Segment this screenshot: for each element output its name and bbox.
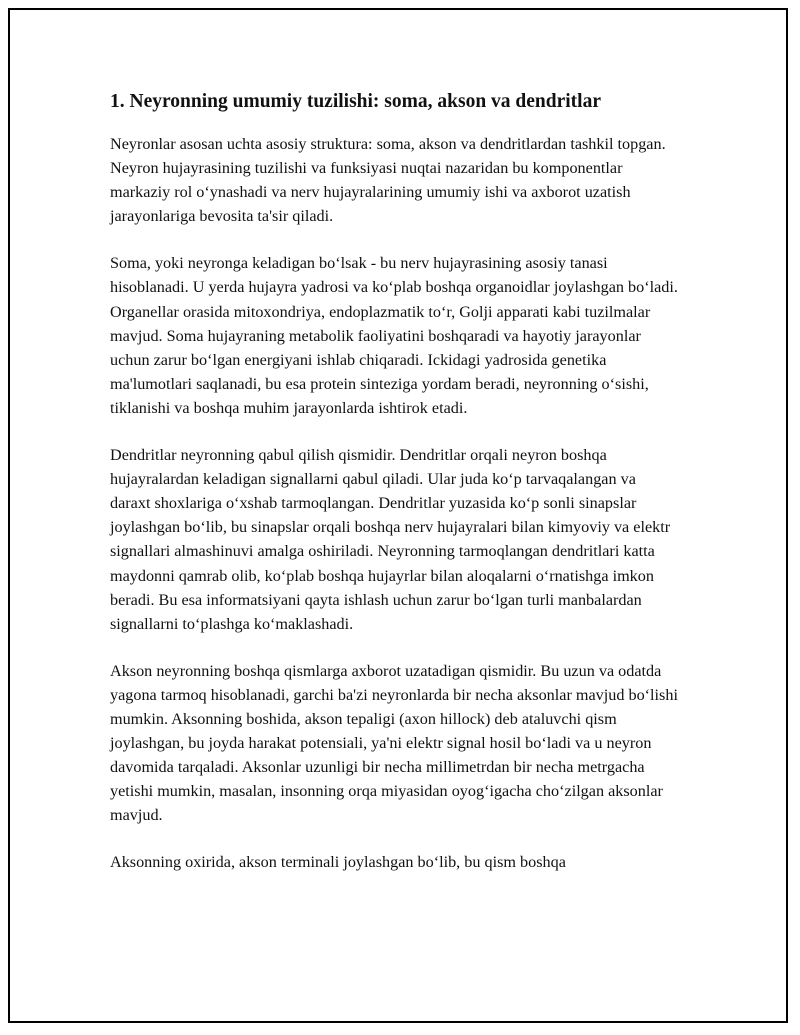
document-body (110, 88, 680, 898)
paragraph-axon-terminal: Aksonning oxirida, akson terminali joylashgan boʻlib, bu qism boshqa (110, 853, 566, 872)
paragraph-soma: Soma, yoki neyronga keladigan boʻlsak - bu nerv hujayrasining asosiy tanasi hisoblanadi. U yerda hujayra yadrosi va koʻplab boshqa organoidlar joylashgan boʻladi. Organellar orasida mitoxondriya, endoplazmatik toʻr, Golji apparati kabi tuzilmalar mavjud. Soma hujayraning metabolik faoliyatini boshqaradi va hayotiy jarayonlar uchun zarur boʻlgan energiyani ishlab chiqaradi. Ickidagi yadrosida genetika ma'lumotlari saqlanadi, bu esa protein sinteziga yordam beradi, neyronning oʻsishi, tiklanishi va boshqa muhim jarayonlarda ishtirok etadi. (110, 254, 678, 417)
section-heading: 1. Neyronning umumiy tuzilishi: soma, akson va dendritlar (110, 91, 601, 112)
paragraph-dendrites: Dendritlar neyronning qabul qilish qismidir. Dendritlar orqali neyron boshqa hujayralardan keladigan signallarni qabul qiladi. Ular juda koʻp tarvaqalangan va daraxt shoxlariga oʻxshab tarmoqlangan. Dendritlar yuzasida koʻp sonli sinapslar joylashgan boʻlib, bu sinapslar orqali boshqa nerv hujayralari bilan kimyoviy va elektr signallari almashinuvi amalga oshiriladi. Neyronning tarmoqlangan dendritlari katta maydonni qamrab olib, koʻplab boshqa hujayrlar bilan aloqalarni oʻrnatishga imkon beradi. Bu esa informatsiyani qayta ishlash uchun zarur boʻlgan turli manbalardan signallarni toʻplashga koʻmaklashadi. (110, 446, 671, 633)
paragraph-intro: Neyronlar asosan uchta asosiy struktura: soma, akson va dendritlardan tashkil topgan. Neyron hujayrasining tuzilishi va funksiyasi nuqtai nazaridan bu komponentlar markaziy rol oʻynashadi va nerv hujayralarining umumiy ishi va axborot uzatish jarayonlariga bevosita ta'sir qiladi. (110, 135, 666, 226)
paragraph-axon: Akson neyronning boshqa qismlarga axborot uzatadigan qismidir. Bu uzun va odatda yagona tarmoq hisoblanadi, garchi ba'zi neyronlarda bir necha aksonlar mavjud boʻlishi mumkin. Aksonning boshida, akson tepaligi (axon hillock) deb ataluvchi qism joylashgan, bu joyda harakat potensiali, ya'ni elektr signal hosil boʻladi va u neyron davomida tarqaladi. Aksonlar uzunligi bir necha millimetrdan bir necha metrgacha yetishi mumkin, masalan, insonning orqa miyasidan oyogʻigacha choʻzilgan aksonlar mavjud. (110, 661, 678, 825)
